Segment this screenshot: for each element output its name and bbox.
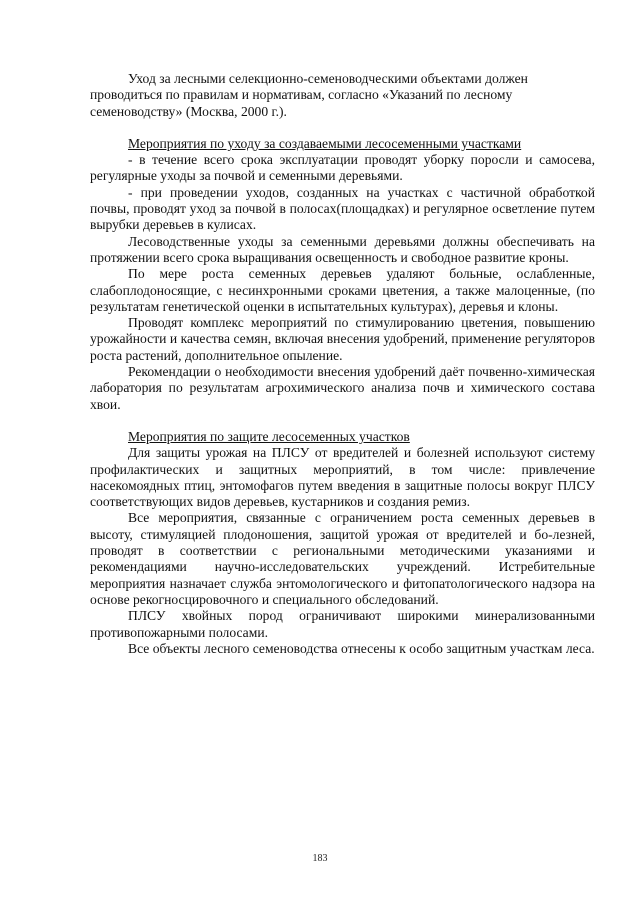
document-page [90, 71, 595, 657]
care-paragraph-3: Лесоводственные уходы за семенными деревьями должны обеспечивать на протяжении всего срока выращивания освещенность и свободное развитие кроны. [90, 233, 595, 265]
page-number: 183 [312, 853, 328, 864]
spacer [90, 413, 595, 429]
care-paragraph-4: По мере роста семенных деревьев удаляют больные, ослабленные, слабоплодоносящие, с несинхронными сроками цветения, а также малоценные, (по результатам генетической оценки в испытательных культурах), деревья и клоны. [90, 266, 595, 314]
protection-paragraph-3: ПЛСУ хвойных пород ограничивают широкими минерализованными противопожарными полосами. [90, 608, 595, 640]
care-paragraph-5: Проводят комплекс мероприятий по стимулированию цветения, повышению урожайности и качества семян, включая внесения удобрений, применение регуляторов роста растений, дополнительное опыление. [90, 315, 595, 363]
protection-paragraph-2: Все мероприятия, связанные с ограничением роста семенных деревьев в высоту, стимуляцией плодоношения, защитой урожая от вредителей и бо-лезней, проводят в соответствии с региональными методическими указаниями и рекомендациями научно-исследовательских учреждений. Истребительные мероприятия назначает служба энтомологического и фитопатологического надзора на основе рекогносцировочного и специального обследований. [90, 510, 595, 607]
section-heading-care: Мероприятия по уходу за создаваемыми лесосеменными участками [128, 135, 522, 151]
protection-paragraph-4: Все объекты лесного семеноводства отнесены к особо защитным участкам леса. [128, 640, 595, 656]
intro-paragraph: Уход за лесными селекционно-семеноводческими объектами должен проводиться по правилам и нормативам, согласно «Указаний по лесному семеноводству» (Москва, 2000 г.). [90, 71, 528, 119]
protection-paragraph-1: Для защиты урожая на ПЛСУ от вредителей и болезней используют систему профилактических и защитных мероприятий, в том числе: привлечение насекомоядных птиц, энтомофагов путем введения в защитные полосы вокруг ПЛСУ соответствующих видов деревьев, кустарников и создания ремиз. [90, 445, 595, 510]
spacer [90, 120, 595, 136]
care-paragraph-6: Рекомендации о необходимости внесения удобрений даёт почвенно-химическая лаборатория по результатам агрохимического анализа почв и химического состава хвои. [90, 364, 595, 412]
care-paragraph-2: - при проведении уходов, созданных на участках с частичной обработкой почвы, проводят уход за почвой в полосах(площадках) и регулярное осветление путем вырубки деревьев в кулисах. [90, 184, 595, 233]
care-paragraph-1: - в течение всего срока эксплуатации проводят уборку поросли и самосева, регулярные уходы за почвой и семенными деревьями. [90, 152, 595, 184]
section-heading-protection: Мероприятия по защите лесосеменных участков [128, 428, 410, 444]
